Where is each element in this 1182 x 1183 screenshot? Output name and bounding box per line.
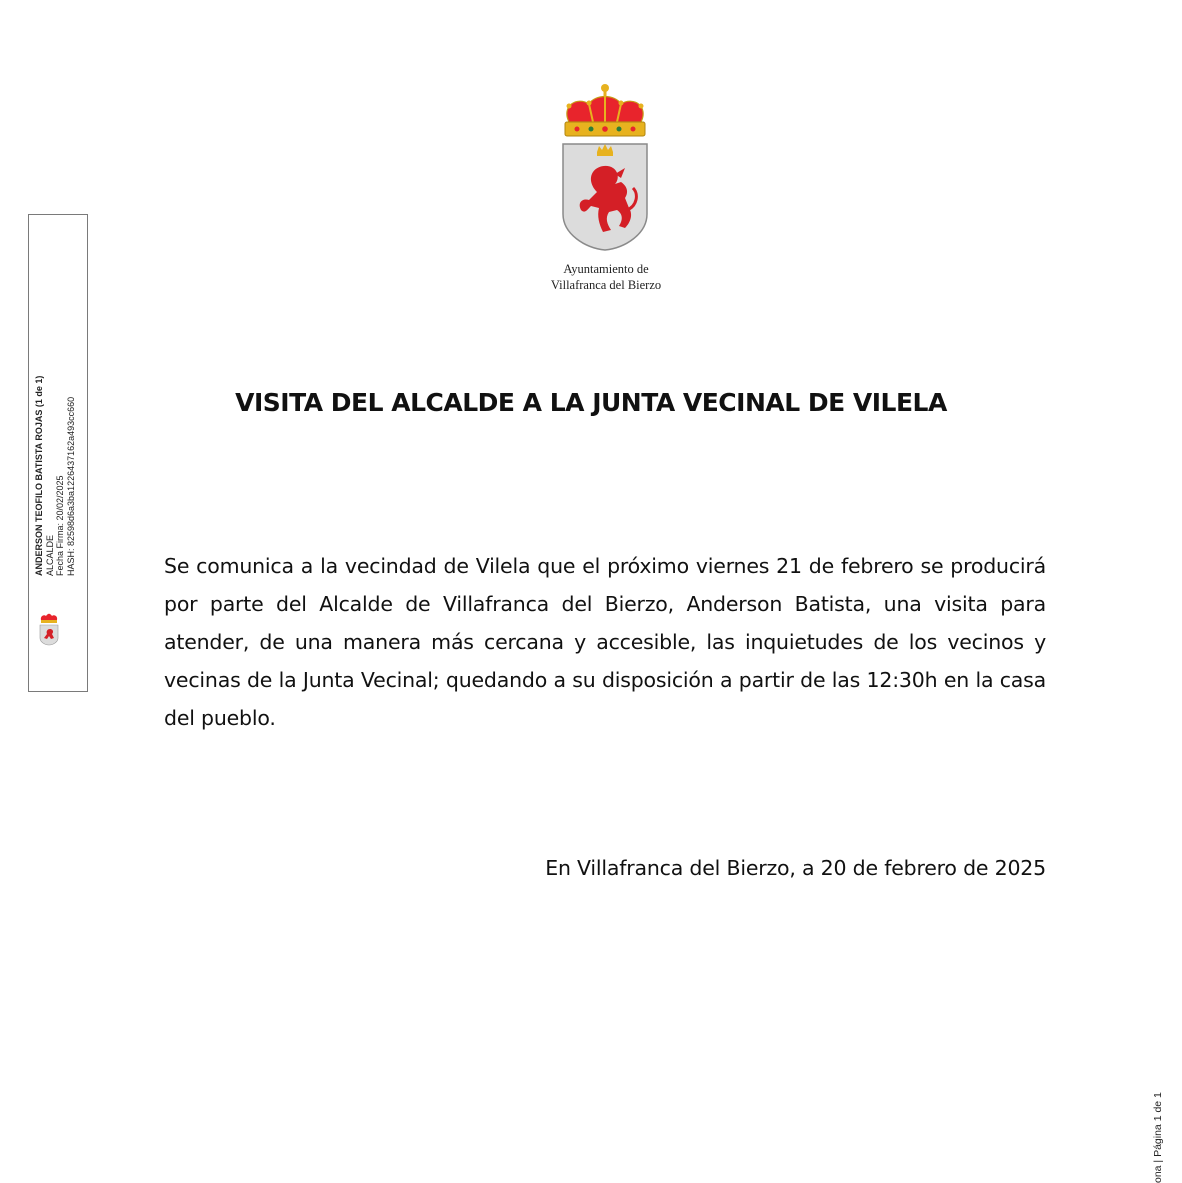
page-footer: ona | Página 1 de 1 bbox=[1152, 1092, 1164, 1183]
signature-role: ALCALDE bbox=[44, 534, 55, 576]
crest-caption-line2: Villafranca del Bierzo bbox=[550, 278, 662, 292]
signature-text bbox=[34, 340, 78, 576]
signature-date: Fecha Firma: 20/02/2025 bbox=[55, 475, 65, 576]
signature-name: ANDERSON TEOFILO BATISTA ROJAS (1 de 1) bbox=[34, 375, 44, 576]
signature-crest-caption bbox=[78, 614, 81, 654]
signature-crest-icon bbox=[38, 612, 60, 646]
crest-caption bbox=[506, 261, 706, 293]
document-title: VISITA DEL ALCALDE A LA JUNTA VECINAL DE VILELA bbox=[235, 388, 947, 417]
crest-caption-line1: Ayuntamiento de bbox=[563, 262, 649, 276]
signature-hash: HASH: 82598d6a3ba1226437162a493cc660 bbox=[65, 396, 76, 576]
document-body: Se comunica a la vecindad de Vilela que el próximo viernes 21 de febrero se producirá por parte del Alcalde de Villafranca del Bierzo, Anderson Batista, una visita para atender, de una manera más cercana y accesible, las inquietudes de los vecinos y vecinas de la Junta Vecinal; quedando a su disposición a partir de las 12:30h en la casa del pueblo. bbox=[164, 554, 1046, 730]
municipal-crest-logo bbox=[555, 82, 655, 254]
document-signoff: En Villafranca del Bierzo, a 20 de febrero de 2025 bbox=[545, 856, 1046, 880]
